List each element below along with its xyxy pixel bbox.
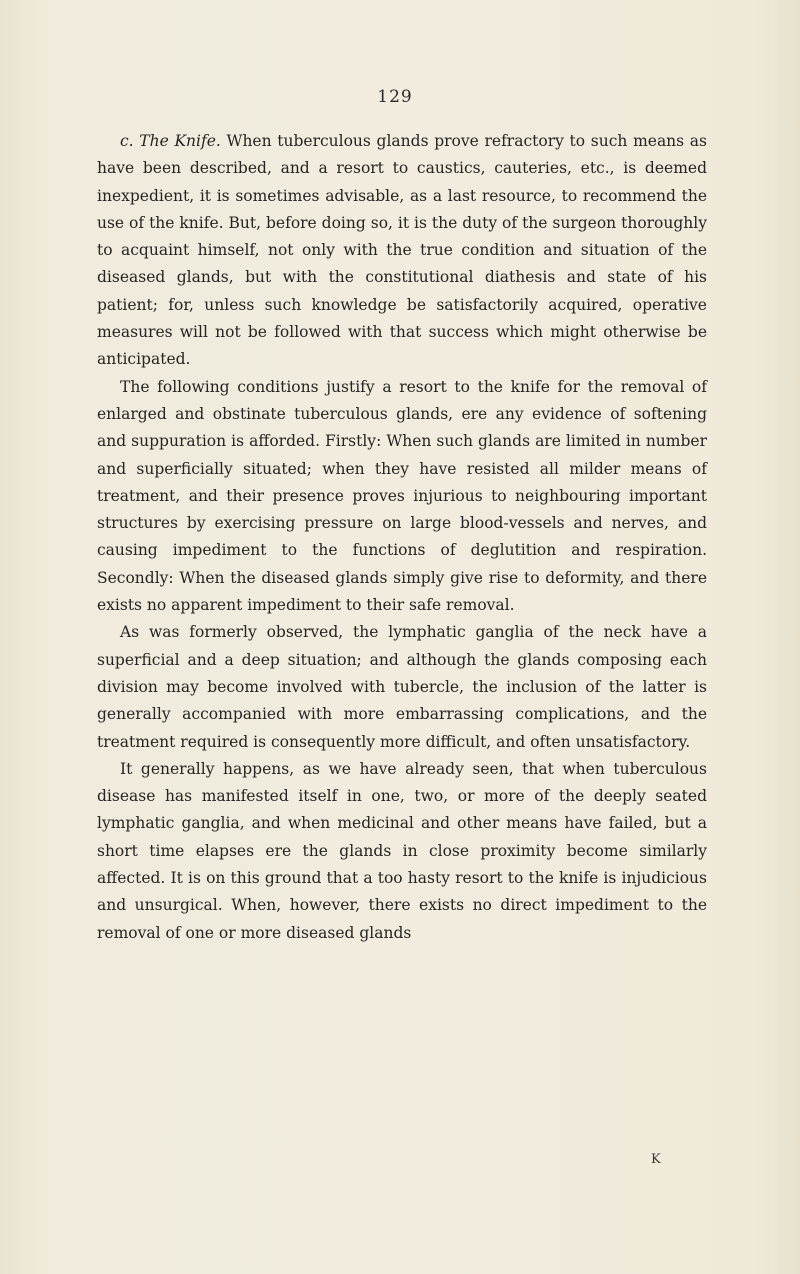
paragraph-text: It generally happens, as we have already seen, that when tuberculous disease has manifested itself in one, two, or more of the deeply seated lymphatic ganglia, and when medicinal and other means have failed, but a short time elapses ere the glands in close proximity become similarly affected. It is on this ground that a too hasty resort to the knife is injudicious and unsurgical. When, however, there exists no direct impediment to the removal of one or more diseased glands xyxy=(97,759,707,942)
paragraph-lymphatic-ganglia xyxy=(97,619,707,755)
body-text xyxy=(97,128,707,947)
paragraph-conditions xyxy=(97,374,707,620)
page-number: 129 xyxy=(377,87,413,107)
section-lead-label: c. The Knife. xyxy=(120,132,221,150)
paragraph-knife-intro xyxy=(97,128,707,374)
signature-mark: K xyxy=(651,1152,661,1167)
paragraph-tuberculous-disease xyxy=(97,756,707,947)
paragraph-text: As was formerly observed, the lymphatic ganglia of the neck have a superficial and a deep situation; and although the glands composing each division may become involved with tubercle, the inclusion of the latter is generally accompanied with more embarrassing complications, and the treatment required is consequently more difficult, and often unsatisfactory. xyxy=(97,623,707,751)
paragraph-text: When tuberculous glands prove refractory to such means as have been described, and a resort to caustics, cauteries, etc., is deemed inexpedient, it is sometimes advisable, as a last resource, to recommend the use of the knife. But, before doing so, it is the duty of the surgeon thoroughly to acquaint himself, not only with the true condition and situation of the diseased glands, but with the constitutional diathesis and state of his patient; for, unless such knowledge be satisfactorily acquired, operative measures will not be followed with that success which might otherwise be anticipated. xyxy=(97,132,708,369)
paragraph-text: The following conditions justify a resort to the knife for the removal of enlarged and obstinate tuberculous glands, ere any evidence of softening and suppuration is afforded. Firstly: When such glands are limited in number and superficially situated; when they have resisted all milder means of treatment, and their presence proves injurious to neighbouring important structures by exercising pressure on large blood-vessels and nerves, and causing impediment to the functions of deglutition and respiration. Secondly: When the diseased glands simply give rise to deformity, and there exists no apparent impediment to their safe removal. xyxy=(97,377,707,615)
